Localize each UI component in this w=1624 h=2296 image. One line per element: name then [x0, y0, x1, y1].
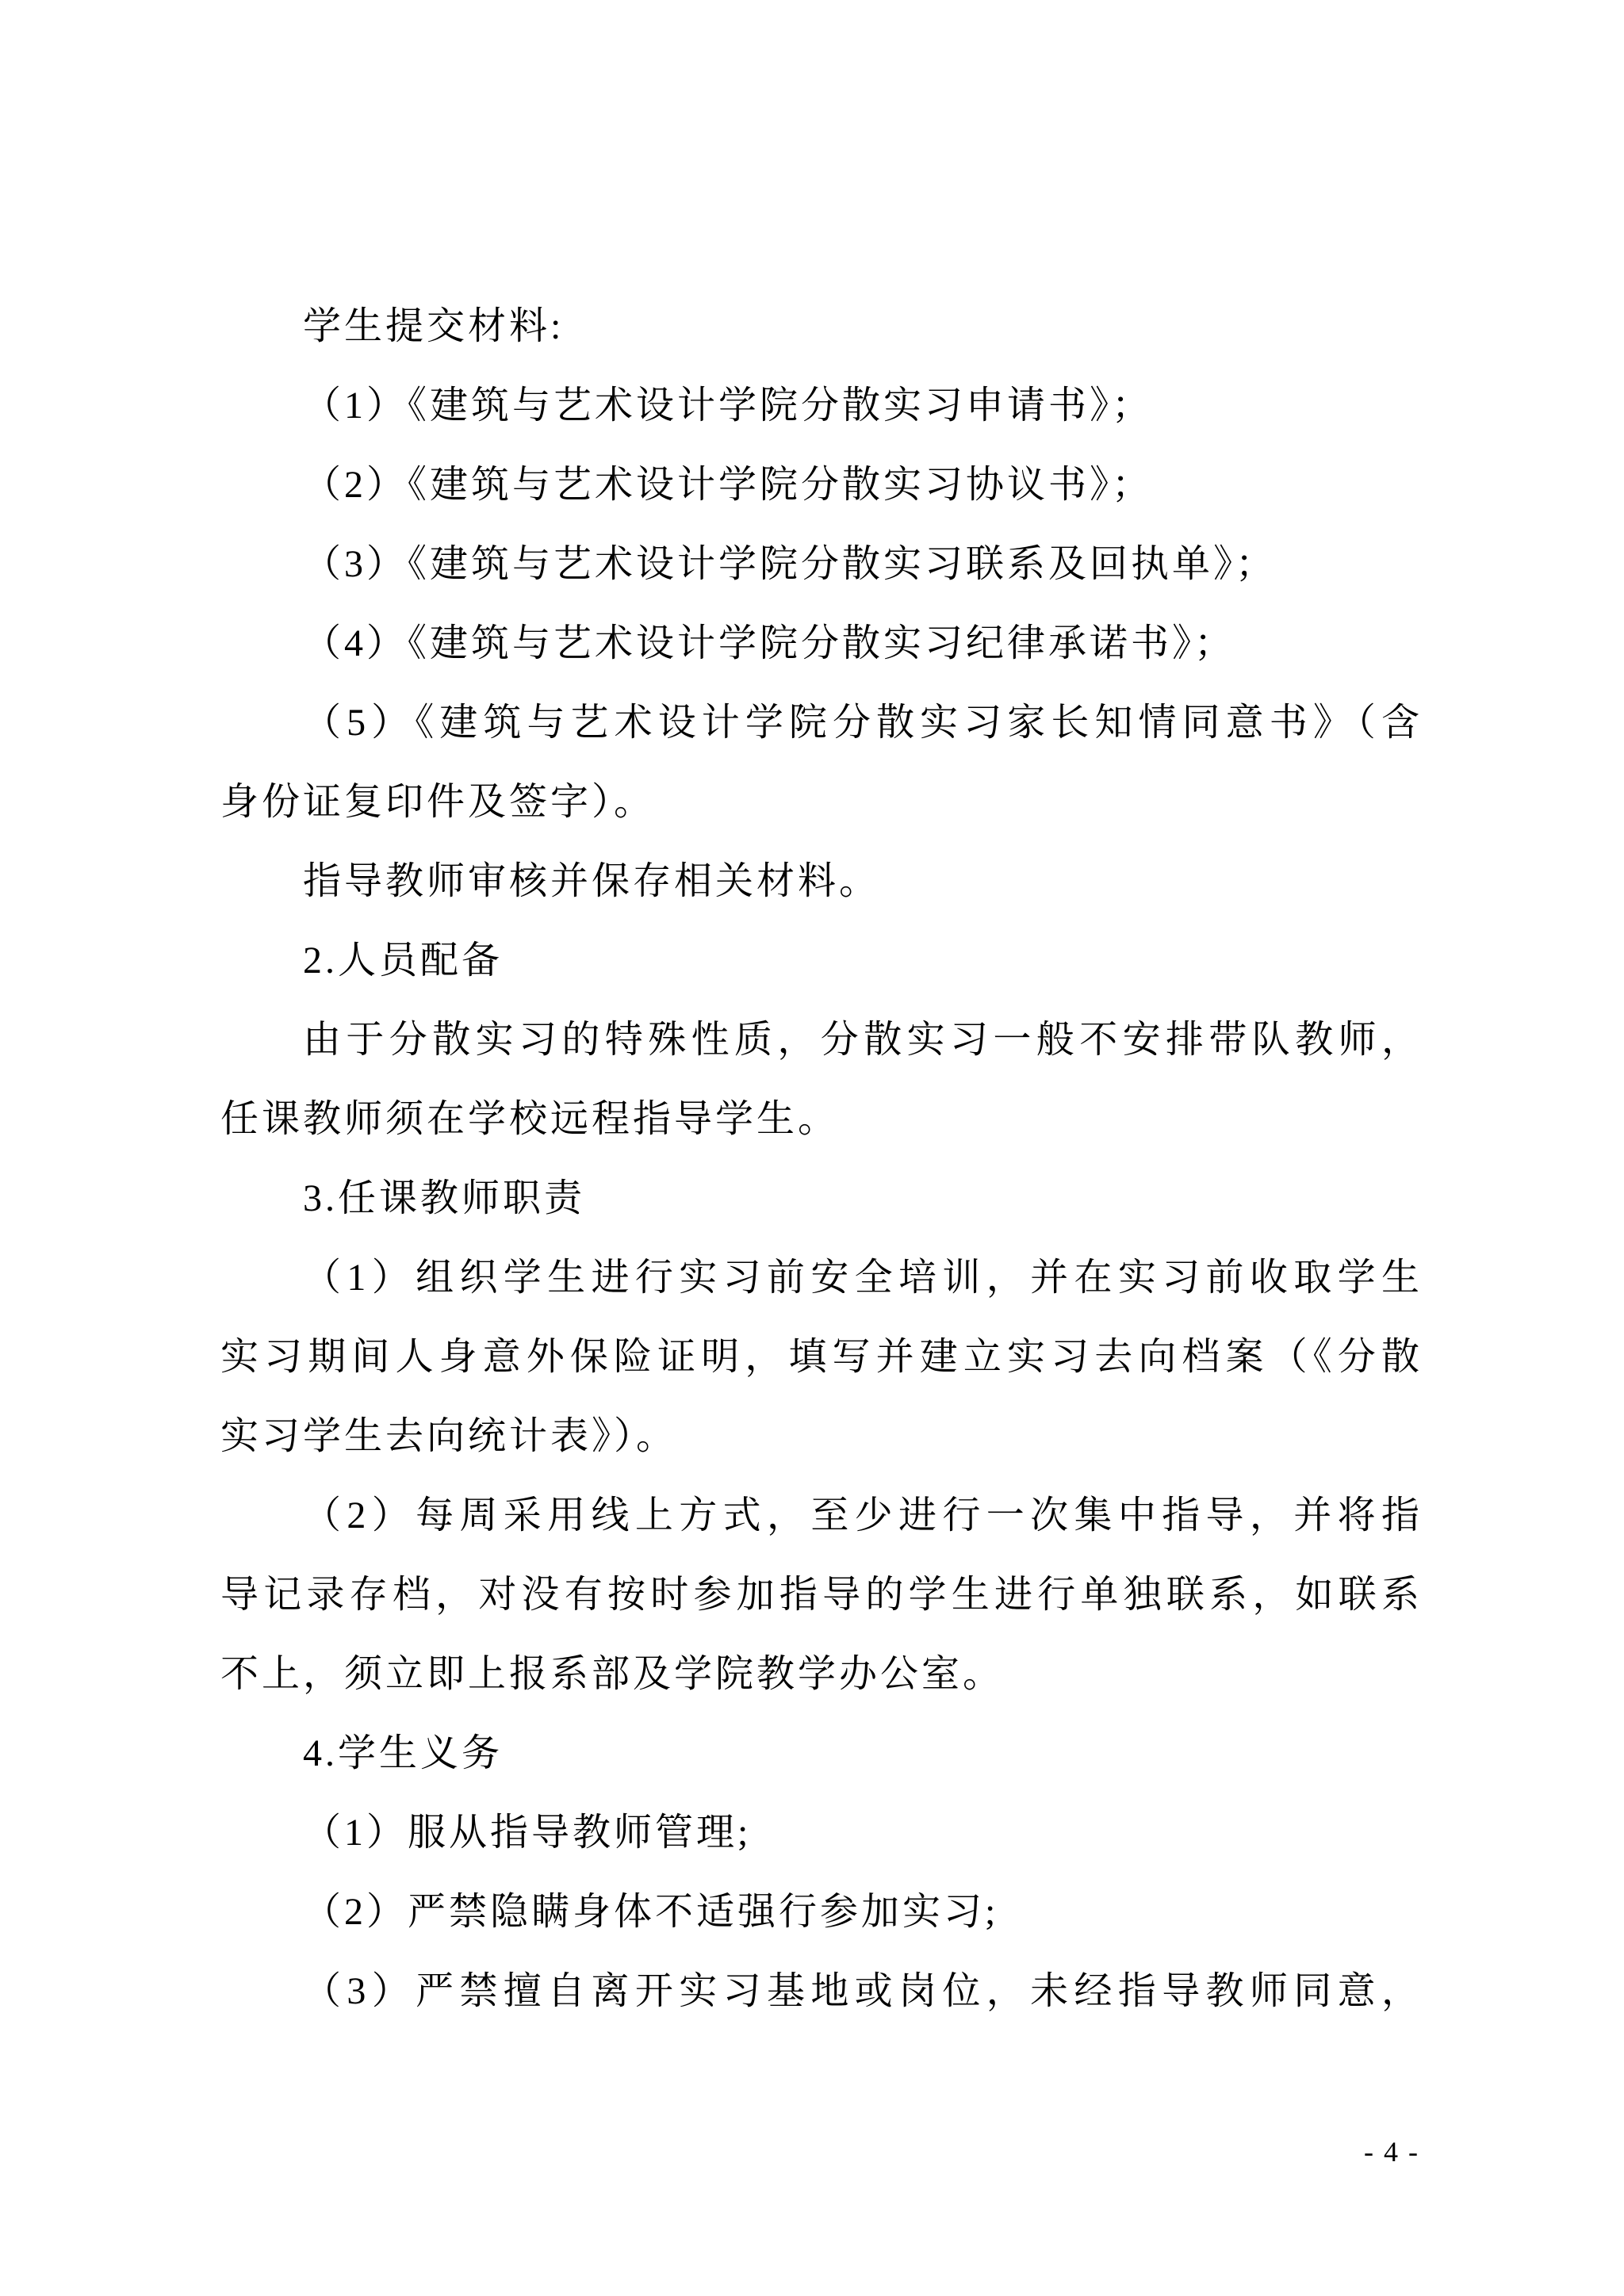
text-line: 学生提交材料: [303, 305, 565, 347]
text-line: （4）《建筑与艺术设计学院分散实习纪律承诺书》； [303, 622, 1236, 664]
text-line: 实习学生去向统计表》）。 [220, 1415, 678, 1457]
text-line: （2）严禁隐瞒身体不适强行参加实习; [303, 1891, 999, 1933]
text-line: 2.人员配备 [303, 939, 504, 982]
text-line: （3）《建筑与艺术设计学院分散实习联系及回执单》； [303, 543, 1277, 585]
text-line: （1）组织学生进行实习前安全培训，并在实习前收取学生 [303, 1257, 1419, 1299]
text-line: （2）《建筑与艺术设计学院分散实习协议书》； [303, 464, 1154, 506]
text-line: 任课教师须在学校远程指导学生。 [220, 1098, 840, 1140]
page-footer [0, 2134, 1419, 2169]
text-line: （1）服从指导教师管理; [303, 1812, 752, 1854]
text-line: 指导教师审核并保存相关材料。 [303, 860, 881, 902]
text-line: 由于分散实习的特殊性质，分散实习一般不安排带队教师， [303, 1019, 1419, 1061]
text-line: 不上，须立即上报系部及学院教学办公室。 [220, 1653, 1005, 1695]
text-line: （1）《建筑与艺术设计学院分散实习申请书》； [303, 385, 1154, 427]
text-line: （2）每周采用线上方式，至少进行一次集中指导，并将指 [303, 1494, 1419, 1536]
text-line: 身份证复印件及签字）。 [220, 781, 656, 823]
text-line: 4.学生义务 [303, 1732, 504, 1774]
text-line: 导记录存档，对没有按时参加指导的学生进行单独联系，如联系 [220, 1574, 1419, 1616]
page-number: - 4 - [1364, 2136, 1419, 2168]
text-line: 实习期间人身意外保险证明，填写并建立实习去向档案（《分散 [220, 1336, 1419, 1378]
document-body [220, 287, 1419, 2031]
text-line: （5）《建筑与艺术设计学院分散实习家长知情同意书》（含 [303, 702, 1419, 744]
text-line: 3.任课教师职责 [303, 1177, 586, 1219]
text-line: （3）严禁擅自离开实习基地或岗位，未经指导教师同意， [303, 1970, 1419, 2012]
